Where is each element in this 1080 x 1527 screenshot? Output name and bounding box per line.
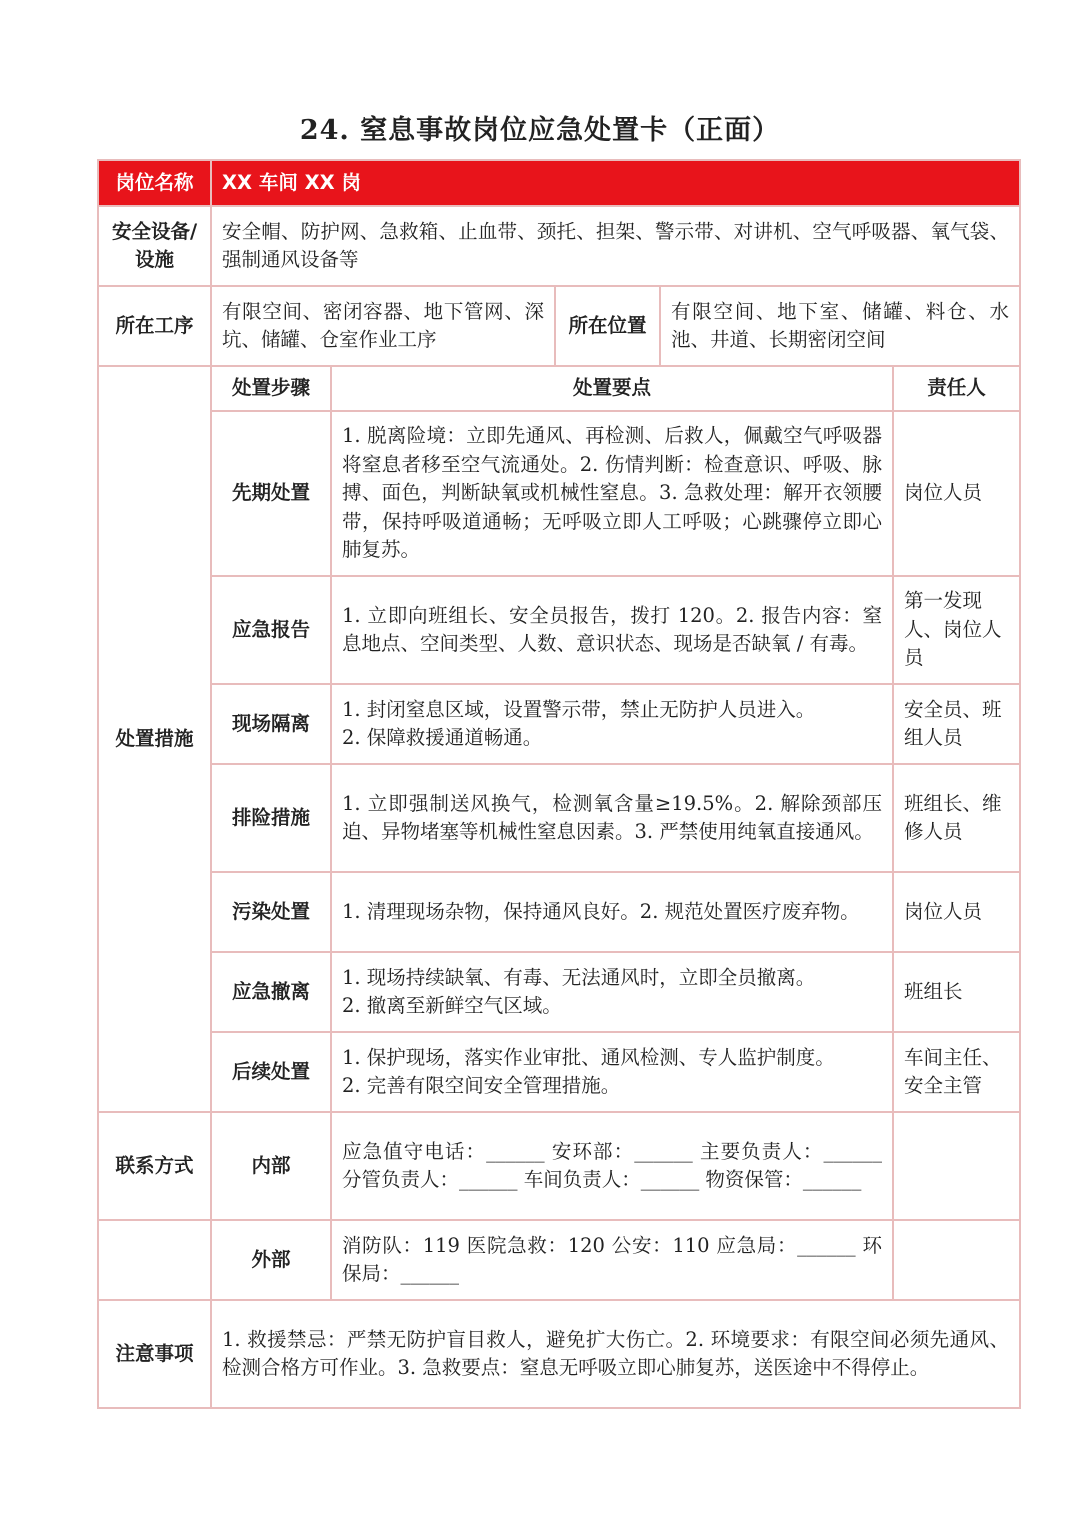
- equipment-row: [98, 206, 1020, 286]
- emergency-card-table: [97, 159, 1021, 1409]
- step-label: 应急撤离: [211, 952, 331, 1032]
- step-points: 1. 立即向班组长、安全员报告，拨打 120。2. 报告内容：窒息地点、空间类型、人数、意识状态、现场是否缺氧 / 有毒。: [331, 576, 893, 684]
- notes-label: 注意事项: [98, 1300, 211, 1408]
- step-points: 1. 现场持续缺氧、有毒、无法通风时，立即全员撤离。 2. 撤离至新鲜空气区域。: [331, 952, 893, 1032]
- notes-value: 1. 救援禁忌：严禁无防护盲目救人，避免扩大伤亡。2. 环境要求：有限空间必须先通风、检测合格方可作业。3. 急救要点：窒息无呼吸立即心肺复苏，送医途中不得停止。: [211, 1300, 1020, 1408]
- contacts-internal-value: 应急值守电话：______ 安环部：______ 主要负责人：______ 分管负责人：______ 车间负责人：______ 物资保管：______: [331, 1112, 893, 1220]
- contacts-external-row: [98, 1220, 1020, 1300]
- post-name-value: XX 车间 XX 岗: [211, 160, 1020, 206]
- table-row: [98, 1032, 1020, 1112]
- measures-label: 处置措施: [98, 366, 211, 1112]
- post-name-label: 岗位名称: [98, 160, 211, 206]
- contacts-internal-label: 内部: [211, 1112, 331, 1220]
- table-row: [98, 411, 1020, 576]
- table-row: [98, 764, 1020, 872]
- contacts-external-label: 外部: [211, 1220, 331, 1300]
- step-owner: 岗位人员: [893, 411, 1020, 576]
- col-step-header: 处置步骤: [211, 366, 331, 411]
- equipment-value: 安全帽、防护网、急救箱、止血带、颈托、担架、警示带、对讲机、空气呼吸器、氧气袋、强制通风设备等: [211, 206, 1020, 286]
- step-owner: 车间主任、安全主管: [893, 1032, 1020, 1112]
- contacts-empty-cell: [98, 1220, 211, 1300]
- equipment-label: 安全设备/ 设施: [98, 206, 211, 286]
- col-points-header: 处置要点: [331, 366, 893, 411]
- location-value: 有限空间、地下室、储罐、料仓、水池、井道、长期密闭空间: [660, 286, 1020, 366]
- table-row: [98, 576, 1020, 684]
- step-owner: 安全员、班组人员: [893, 684, 1020, 764]
- step-owner: 第一发现人、岗位人员: [893, 576, 1020, 684]
- contacts-label: 联系方式: [98, 1112, 211, 1220]
- contacts-external-value: 消防队：119 医院急救：120 公安：110 应急局：______ 环保局：______: [331, 1220, 893, 1300]
- contacts-internal-row: [98, 1112, 1020, 1220]
- step-label: 应急报告: [211, 576, 331, 684]
- location-label: 所在位置: [555, 286, 660, 366]
- step-label: 污染处置: [211, 872, 331, 952]
- col-owner-header: 责任人: [893, 366, 1020, 411]
- step-owner: 岗位人员: [893, 872, 1020, 952]
- step-points: 1. 保护现场，落实作业审批、通风检测、专人监护制度。 2. 完善有限空间安全管理措施。: [331, 1032, 893, 1112]
- card-title: 24. 窒息事故岗位应急处置卡（正面）: [299, 115, 781, 146]
- step-label: 先期处置: [211, 411, 331, 576]
- step-points: 1. 封闭窒息区域，设置警示带，禁止无防护人员进入。 2. 保障救援通道畅通。: [331, 684, 893, 764]
- step-points: 1. 脱离险境：立即先通风、再检测、后救人，佩戴空气呼吸器将窒息者移至空气流通处。2. 伤情判断：检查意识、呼吸、脉搏、面色，判断缺氧或机械性窒息。3. 急救处理：解开衣领腰带，保持呼吸道通畅；无呼吸立即人工呼吸；心跳骤停立即心肺复苏。: [331, 411, 893, 576]
- header-row: [98, 160, 1020, 206]
- step-points: 1. 立即强制送风换气，检测氧含量≥19.5%。2. 解除颈部压迫、异物堵塞等机械性窒息因素。3. 严禁使用纯氧直接通风。: [331, 764, 893, 872]
- step-label: 现场隔离: [211, 684, 331, 764]
- notes-row: [98, 1300, 1020, 1408]
- step-label: 后续处置: [211, 1032, 331, 1112]
- process-label: 所在工序: [98, 286, 211, 366]
- table-row: [98, 872, 1020, 952]
- process-value: 有限空间、密闭容器、地下管网、深坑、储罐、仓室作业工序: [211, 286, 555, 366]
- table-row: [98, 952, 1020, 1032]
- measures-header-row: [98, 366, 1020, 411]
- table-row: [98, 684, 1020, 764]
- step-owner: 班组长: [893, 952, 1020, 1032]
- contacts-internal-owner: [893, 1112, 1020, 1220]
- step-owner: 班组长、维修人员: [893, 764, 1020, 872]
- step-label: 排险措施: [211, 764, 331, 872]
- process-location-row: [98, 286, 1020, 366]
- contacts-external-owner: [893, 1220, 1020, 1300]
- step-points: 1. 清理现场杂物，保持通风良好。2. 规范处置医疗废弃物。: [331, 872, 893, 952]
